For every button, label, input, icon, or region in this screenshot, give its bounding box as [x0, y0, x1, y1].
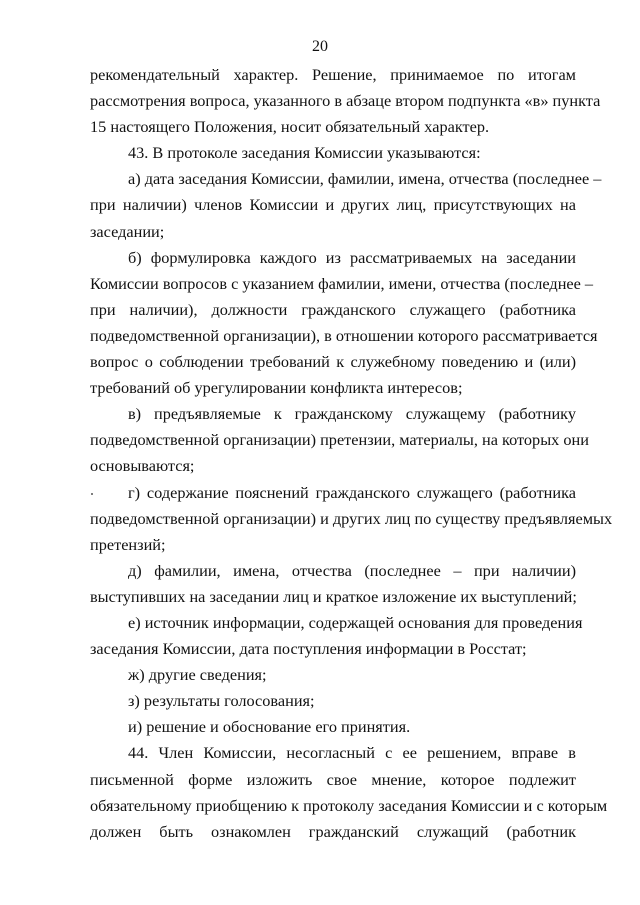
text-line: выступивших на заседании лиц и краткое изложение их выступлений;	[90, 586, 577, 606]
document-body	[90, 62, 613, 845]
text-line: д) фамилии, имена, отчества (последнее – при наличии)	[128, 560, 576, 580]
text-line: подведомственной организации), в отношении которого рассматривается	[90, 325, 598, 345]
text-line: г) содержание пояснений гражданского служащего (работника	[128, 482, 576, 502]
text-line: и) решение и обоснование его принятия.	[128, 717, 411, 737]
text-line: рекомендательный характер. Решение, принимаемое по итогам	[90, 65, 576, 84]
text-line: подведомственной организации) и других лиц по существу предъявляемых	[90, 508, 613, 528]
text-line: заседания Комиссии, дата поступления информации в Росстат;	[90, 639, 527, 659]
text-line: вопрос о соблюдении требований к служебному поведению и (или)	[90, 352, 576, 372]
text-line: заседании;	[90, 221, 165, 241]
page-number: 20	[312, 38, 328, 55]
text-line: подведомственной организации) претензии, материалы, на которых они	[90, 430, 589, 450]
text-line: 15 настоящего Положения, носит обязательный характер.	[90, 117, 490, 137]
text-line: обязательному приобщению к протоколу заседания Комиссии и с которым	[90, 795, 608, 815]
text-line: основываются;	[90, 456, 195, 476]
text-line: требований об урегулировании конфликта интересов;	[90, 378, 463, 398]
text-line: при наличии) членов Комиссии и других лиц, присутствующих на	[90, 195, 576, 215]
text-line: Комиссии вопросов с указанием фамилии, имени, отчества (последнее –	[90, 273, 594, 293]
text-line: должен быть ознакомлен гражданский служащий (работник	[90, 821, 576, 841]
text-line: рассмотрения вопроса, указанного в абзаце втором подпункта «в» пункта	[90, 91, 601, 111]
text-line: в) предъявляемые к гражданскому служащему (работнику	[128, 404, 576, 424]
text-line: з) результаты голосования;	[128, 691, 315, 711]
text-line: ж) другие сведения;	[128, 665, 267, 685]
text-line: е) источник информации, содержащей основания для проведения	[128, 612, 583, 632]
scan-speck	[91, 493, 93, 495]
text-line: 44. Член Комиссии, несогласный с ее решением, вправе в	[128, 743, 576, 763]
text-line: при наличии), должности гражданского служащего (работника	[90, 299, 576, 319]
text-line: претензий;	[90, 534, 166, 554]
text-line: письменной форме изложить свое мнение, которое подлежит	[90, 769, 576, 789]
text-line: а) дата заседания Комиссии, фамилии, имена, отчества (последнее –	[128, 169, 602, 189]
text-line: 43. В протоколе заседания Комиссии указываются:	[128, 143, 481, 163]
text-line: б) формулировка каждого из рассматриваемых на заседании	[128, 247, 576, 267]
